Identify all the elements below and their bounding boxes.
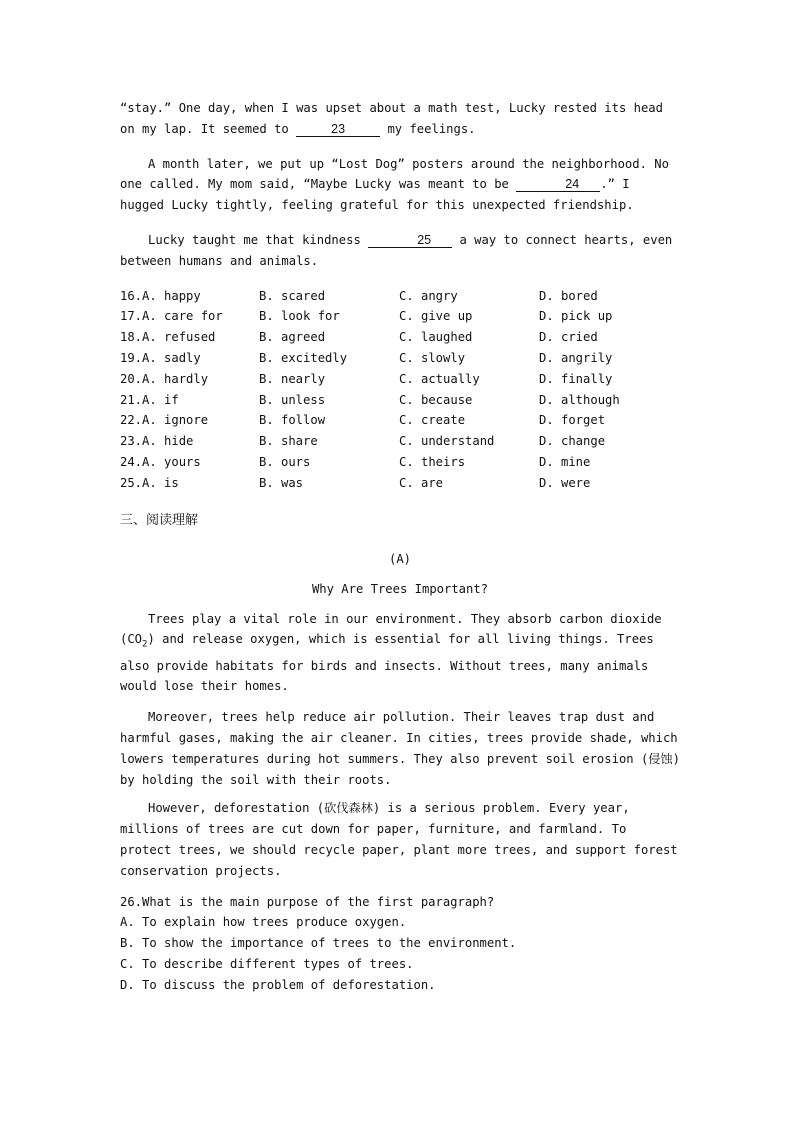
option-b: B. nearly (259, 371, 326, 386)
passage-label: (A) (388, 551, 411, 566)
blank-25: 25 (368, 233, 452, 248)
option-a: A. sadly (142, 350, 201, 365)
option-b: B. look for (259, 309, 340, 324)
option-row-21 (120, 390, 680, 411)
question-number: 24. (120, 454, 143, 469)
section-heading: 三、阅读理解 (120, 512, 199, 528)
subscript: 2 (142, 639, 148, 650)
option-c: C. are (399, 475, 444, 490)
option-d: D. pick up (539, 309, 613, 324)
passage-paragraph-2: Moreover, trees help reduce air pollution. Their leaves trap dust and harmful gases, making the air cleaner. In cities, trees provide shade, which lowers temperatures during hot summers. They also prevent soil erosion (侵蚀) by holding the soil with their roots. (120, 710, 681, 787)
option-row-19 (120, 348, 680, 369)
story-paragraph-3 (120, 230, 680, 272)
passage-paragraph-3: However, deforestation (砍伐森林) is a serious problem. Every year, millions of trees are cut down for paper, furniture, and farmland. To protect trees, we should recycle paper, plant more trees, and support forest conservation projects. (120, 801, 678, 878)
blank-24: 24 (516, 177, 600, 192)
option-d: D. forget (539, 413, 606, 428)
option-a: A. is (142, 475, 179, 490)
question-number: 20. (120, 371, 143, 386)
option-c: C. because (399, 392, 473, 407)
option-row-16 (120, 286, 680, 307)
question-number: 25. (120, 475, 143, 490)
option-d: D. mine (539, 454, 591, 469)
option-d: D. were (539, 475, 591, 490)
option-row-24 (120, 452, 680, 473)
question-number: 17. (120, 309, 143, 324)
story-text: my feelings. (387, 121, 476, 136)
question-26 (120, 892, 680, 996)
option-a: A. hide (142, 434, 194, 449)
option-c: C. understand (399, 434, 495, 449)
option-c: C. slowly (399, 350, 466, 365)
option-b: B. follow (259, 413, 326, 428)
option-d: D. although (539, 392, 620, 407)
option-a: A. if (142, 392, 179, 407)
option-b: B. agreed (259, 330, 326, 345)
passage-text: Trees play a vital role in our environment. They absorb carbon dioxide (CO (120, 611, 662, 647)
option-a: A. ignore (142, 413, 209, 428)
option-a: A. refused (142, 330, 216, 345)
option-c: C. laughed (399, 330, 473, 345)
choice-a: A. To explain how trees produce oxygen. (120, 915, 407, 930)
question-number: 19. (120, 350, 143, 365)
option-row-23 (120, 431, 680, 452)
option-d: D. finally (539, 371, 613, 386)
question-number: 18. (120, 330, 143, 345)
passage-title: Why Are Trees Important? (311, 581, 489, 596)
option-c: C. create (399, 413, 466, 428)
option-a: A. yours (142, 454, 201, 469)
question-number: 23. (120, 434, 143, 449)
option-c: C. actually (399, 371, 480, 386)
option-b: B. ours (259, 454, 311, 469)
exam-page (120, 98, 680, 996)
option-d: D. angrily (539, 350, 613, 365)
option-b: B. excitedly (259, 350, 348, 365)
question-stem: 26.What is the main purpose of the first paragraph? (120, 894, 495, 909)
story-paragraph-2 (120, 154, 680, 216)
option-d: D. change (539, 434, 606, 449)
question-number: 21. (120, 392, 143, 407)
story-text: “stay.” One day, when I was upset about a math test, Lucky rested its head on my lap. It seemed to (120, 101, 663, 136)
option-a: A. hardly (142, 371, 209, 386)
question-number: 16. (120, 288, 143, 303)
question-number: 22. (120, 413, 143, 428)
option-row-20 (120, 369, 680, 390)
story-text: .” I hugged Lucky tightly, feeling grateful for this unexpected friendship. (120, 177, 634, 213)
option-b: B. scared (259, 288, 326, 303)
option-row-17 (120, 306, 680, 327)
story-paragraph-1 (120, 98, 680, 140)
option-a: A. happy (142, 288, 201, 303)
option-row-22 (120, 410, 680, 431)
option-d: D. bored (539, 288, 598, 303)
option-d: D. cried (539, 330, 598, 345)
passage-paragraph-1 (120, 609, 680, 698)
options-table (120, 286, 680, 494)
story-text: a way to connect hearts, even between humans and animals. (120, 232, 673, 268)
option-c: C. theirs (399, 454, 466, 469)
option-a: A. care for (142, 309, 223, 324)
option-row-25 (120, 473, 680, 494)
option-c: C. angry (399, 288, 458, 303)
choice-c: C. To describe different types of trees. (120, 956, 414, 971)
choice-d: D. To discuss the problem of deforestation. (120, 977, 436, 992)
option-c: C. give up (399, 309, 473, 324)
story-text: A month later, we put up “Lost Dog” posters around the neighborhood. No one called. My mom said, “Maybe Lucky was meant to be (120, 156, 669, 192)
option-row-18 (120, 327, 680, 348)
blank-23: 23 (296, 122, 380, 137)
choice-b: B. To show the importance of trees to the environment. (120, 936, 517, 951)
option-b: B. share (259, 434, 318, 449)
option-b: B. was (259, 475, 304, 490)
passage-text: ) and release oxygen, which is essential for all living things. Trees also provide habitats for birds and insects. Without trees, many animals would lose their homes. (120, 632, 654, 694)
option-b: B. unless (259, 392, 326, 407)
story-text: Lucky taught me that kindness (148, 232, 361, 247)
